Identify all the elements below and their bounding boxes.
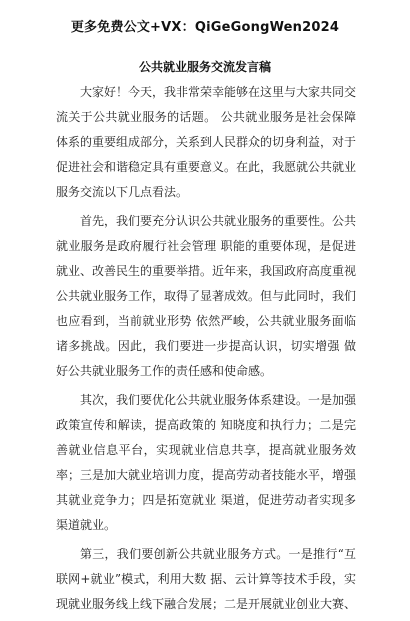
document-title: 公共就业服务交流发言稿 xyxy=(138,60,271,74)
paragraph-first-point: 首先，我们要充分认识公共就业服务的重要性。公共就业服务是政府履行社会管理 职能的重要体现，是促进就业、改善民生的重要举措。近年来，我国政府高度重视 公共就业服务工作，取得了显著成效。但与此同时，我们也应看到，当前就业形势 依然严峻，公共就业服务面临诸多挑战。因此，我们要进一步提高认识，切实增强 做好公共就业服务工作的责任感和使命感。 xyxy=(56,214,357,378)
paragraph-second-point: 其次，我们要优化公共就业服务体系建设。一是加强政策宣传和解读，提高政策的 知晓度和执行力；二是完善就业信息平台，实现就业信息共享，提高就业服务效率；三是加大就业培训力度，提高劳动者技能水平，增强其就业竞争力；四是拓宽就业 渠道，促进劳动者实现多渠道就业。 xyxy=(56,393,357,532)
paragraph-greeting: 大家好！今天，我非常荣幸能够在这里与大家共同交流关于公共就业服务的话题。 公共就业服务是社会保障体系的重要组成部分，关系到人民群众的切身利益，对于 促进社会和谐稳定具有重要意义。在此，我愿就公共就业服务交流以下几点看法。 xyxy=(56,85,357,199)
document-body xyxy=(56,80,356,621)
paragraph-third-point: 第三，我们要创新公共就业服务方式。一是推行“互联网+就业”模式，利用大数 据、云计算等技术手段，实现就业服务线上线下融合发展；二是开展就业创业大赛、 xyxy=(56,547,357,611)
promo-banner: 更多免费公文+VX：QiGeGongWen2024 xyxy=(70,20,340,35)
